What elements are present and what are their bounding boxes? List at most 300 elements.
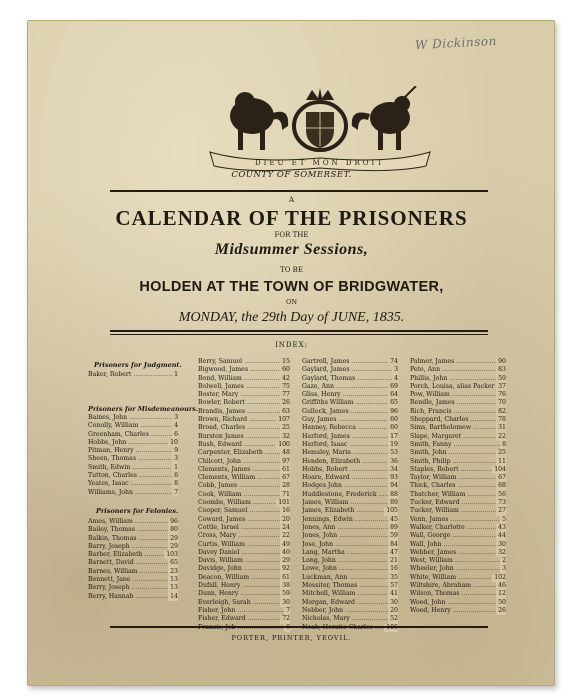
prisoner-entry — [88, 543, 178, 551]
prisoner-name: Slape, Margaret ..... — [410, 433, 496, 441]
prisoner-name: Barber, Elizabeth ..... — [88, 551, 164, 559]
index-column-3 — [410, 358, 506, 615]
prisoner-number: 105 — [386, 507, 398, 515]
prisoner-number: 60 — [390, 416, 398, 424]
prisoner-name: Tucker, Edward ..... — [410, 499, 496, 507]
prisoner-name: Chilcott, John ..... — [198, 458, 280, 466]
prisoner-entry — [302, 366, 398, 374]
prisoner-name: Hoare, Edward ..... — [302, 474, 388, 482]
prisoner-name: Cottle, Israel ..... — [198, 524, 280, 532]
prisoner-entry — [302, 383, 398, 391]
prisoner-name: Boster, Mary ..... — [198, 391, 280, 399]
prisoner-entry — [302, 582, 398, 590]
prisoner-number: 72 — [282, 615, 290, 623]
prisoner-number: 83 — [498, 366, 506, 374]
prisoner-entry — [410, 599, 506, 607]
prisoner-name: White, William ..... — [410, 574, 492, 582]
prisoner-number: 19 — [390, 440, 398, 448]
prisoner-entry — [198, 524, 290, 532]
prisoner-entry — [88, 584, 178, 592]
prisoner-number: 63 — [282, 407, 290, 415]
prisoner-entry — [88, 551, 178, 559]
prisoner-number: 34 — [390, 465, 398, 473]
prisoner-number: 32 — [282, 432, 290, 440]
prisoner-number: 82 — [498, 407, 506, 415]
prisoner-number: 10 — [170, 438, 178, 446]
prisoner-number: 73 — [498, 499, 506, 507]
prisoner-name: Curtis, William ..... — [198, 541, 280, 549]
prisoner-number: 67 — [498, 474, 506, 482]
prisoner-entry — [410, 499, 506, 507]
prisoner-entry — [410, 590, 506, 598]
prisoner-name: Broad, Charles ..... — [198, 424, 280, 432]
prisoner-name: Palmer, James ..... — [410, 358, 496, 366]
prisoner-name: Henden, Elizabeth ..... — [302, 458, 388, 466]
prisoner-entry — [198, 391, 290, 399]
prisoner-entry — [302, 474, 398, 482]
prisoner-number: 97 — [282, 457, 290, 465]
prisoner-number: 70 — [498, 399, 506, 407]
prisoner-number: 4 — [174, 422, 178, 430]
prisoner-number: 40 — [282, 548, 290, 556]
prisoner-entry — [198, 482, 290, 490]
prisoner-entry — [198, 466, 290, 474]
prisoner-number: 29 — [170, 542, 178, 550]
session-date: MONDAY, the 29th Day of JUNE, 1835. — [178, 310, 405, 325]
prisoner-name: Coombs, William ..... — [198, 499, 276, 507]
prisoner-number: 43 — [498, 523, 506, 531]
prisoner-name: Fisher, Edward ..... — [198, 615, 280, 623]
prisoner-number: 30 — [390, 598, 398, 606]
prisoner-entry — [302, 424, 398, 432]
prisoner-entry — [88, 576, 178, 584]
prisoner-number: 32 — [498, 548, 506, 556]
prisoner-name: Davidge, John ..... — [198, 565, 280, 573]
prisoner-entry — [198, 507, 290, 515]
prisoner-entry — [410, 441, 506, 449]
prisoner-name: Greenham, Charles ..... — [88, 431, 172, 439]
prisoner-number: 67 — [282, 474, 290, 482]
prisoner-entry — [302, 391, 398, 399]
prisoner-entry — [410, 391, 506, 399]
prisoner-name: Jones, John ..... — [302, 532, 388, 540]
prisoner-name: Hodges John ..... — [302, 482, 388, 490]
prisoner-name: Jose, John ..... — [302, 541, 388, 549]
prisoner-entry — [410, 449, 506, 457]
prisoner-name: Gaze, Ann ..... — [302, 383, 388, 391]
prisoner-number: 50 — [498, 598, 506, 606]
prisoner-number: 61 — [282, 573, 290, 581]
prisoner-entry — [198, 399, 290, 407]
prisoner-entry — [410, 366, 506, 374]
prisoner-number: 68 — [498, 482, 506, 490]
prisoner-number: 36 — [390, 457, 398, 465]
prisoner-entry — [198, 615, 290, 623]
prisoner-entry — [88, 422, 178, 430]
prisoner-entry — [198, 491, 290, 499]
prisoner-entry — [302, 375, 398, 383]
prisoner-number: 57 — [390, 582, 398, 590]
prisoner-number: 3 — [174, 455, 178, 463]
prisoner-number: 9 — [286, 623, 290, 631]
prisoner-entry — [198, 599, 290, 607]
prisoner-entry — [302, 607, 398, 615]
prisoner-number: 35 — [390, 573, 398, 581]
prisoner-name: Gaylard, Thomas ..... — [302, 375, 392, 383]
prisoner-name: Bush, Edward ..... — [198, 441, 276, 449]
prisoner-number: 7 — [286, 606, 290, 614]
prisoner-name: Berry, Hannah ..... — [88, 593, 168, 601]
prisoner-name: Gullock, James ..... — [302, 408, 388, 416]
prisoner-number: 61 — [282, 465, 290, 473]
prisoner-entry — [198, 565, 290, 573]
prisoner-number: 71 — [282, 490, 290, 498]
prisoner-number: 106 — [386, 623, 398, 631]
prisoner-number: 31 — [498, 424, 506, 432]
judgment-heading: Prisoners for Judgment. — [94, 361, 182, 369]
prisoner-number: 75 — [282, 382, 290, 390]
prisoner-name: Wall, George ..... — [410, 532, 496, 540]
prisoner-name: Wood, Henry ..... — [410, 607, 496, 615]
prisoner-name: Clements, James ..... — [198, 466, 280, 474]
prisoner-number: 6 — [174, 472, 178, 480]
prisoner-name: Barnes, William ..... — [88, 568, 168, 576]
prisoner-name: Ames, William ..... — [88, 518, 168, 526]
prisoner-entry — [410, 549, 506, 557]
prisoner-number: 65 — [390, 399, 398, 407]
prisoner-number: 90 — [498, 358, 506, 365]
prisoner-number: 4 — [394, 374, 398, 382]
prisoner-entry — [88, 568, 178, 576]
prisoner-number: 29 — [170, 534, 178, 542]
prisoner-entry — [302, 408, 398, 416]
prisoner-name: Hemsley, Maria ..... — [302, 449, 388, 457]
prisoner-number: 5 — [502, 515, 506, 523]
handwritten-annotation: W Dickinson — [414, 33, 498, 53]
felonies-heading: Prisoners for Felonies. — [96, 507, 179, 515]
prisoner-name: Mitchell, William ..... — [302, 590, 388, 598]
prisoner-name: Morgan, Edward ..... — [302, 599, 388, 607]
prisoner-name: Messiter, Thomas ..... — [302, 582, 388, 590]
prisoner-name: Phillis, John ..... — [410, 375, 496, 383]
prisoner-number: 11 — [498, 457, 506, 465]
prisoner-name: Davis, William ..... — [198, 557, 280, 565]
index-column-2 — [302, 358, 398, 632]
divider-rule-middle-thin — [110, 334, 488, 335]
prisoner-number: 6 — [174, 430, 178, 438]
prisoner-entry — [302, 574, 398, 582]
prisoner-name: Hobbs, John ..... — [88, 439, 168, 447]
prisoner-number: 59 — [390, 532, 398, 540]
prisoner-number: 15 — [282, 358, 290, 365]
prisoner-entry — [302, 499, 398, 507]
prisoner-entry — [302, 532, 398, 540]
prisoner-name: Deacon, William ..... — [198, 574, 280, 582]
prisoner-name: Gaylard, James ..... — [302, 366, 392, 374]
prisoner-number: 59 — [498, 374, 506, 382]
prisoner-number: 8 — [502, 440, 506, 448]
prisoner-name: Jennings, Edwin ..... — [302, 516, 388, 524]
prisoner-number: 1 — [174, 463, 178, 471]
prisoner-name: Smith, John ..... — [410, 449, 496, 457]
prisoner-entry — [198, 574, 290, 582]
index-column-1 — [198, 358, 290, 632]
prisoner-number: 17 — [390, 432, 398, 440]
prisoner-number: 84 — [390, 540, 398, 548]
prisoner-number: 25 — [282, 424, 290, 432]
prisoner-number: 53 — [390, 449, 398, 457]
prisoner-name: Brown, Richard ..... — [198, 416, 276, 424]
prisoner-name: James, William ..... — [302, 499, 388, 507]
prisoner-name: Burston James ..... — [198, 433, 280, 441]
prisoner-number: 7 — [174, 488, 178, 496]
prisoner-entry — [88, 371, 178, 379]
prisoner-entry — [410, 458, 506, 466]
prisoner-number: 69 — [390, 382, 398, 390]
prisoner-entry — [302, 516, 398, 524]
prisoner-name: Wheeler, John ..... — [410, 565, 500, 573]
prisoner-number: 29 — [282, 557, 290, 565]
prisoner-name: Barnett, David ..... — [88, 559, 168, 567]
prisoner-number: 42 — [282, 374, 290, 382]
prisoner-name: Wood, John ..... — [410, 599, 496, 607]
prisoner-name: Cross, Mary ..... — [198, 532, 280, 540]
prisoner-entry — [198, 449, 290, 457]
prisoner-name: Rendle, James ..... — [410, 399, 496, 407]
prisoner-entry — [410, 532, 506, 540]
prisoner-name: Baker, Robert ..... — [88, 371, 172, 379]
prisoner-name: Huddlestone, Frederick ..... — [302, 491, 388, 499]
prisoner-number: 22 — [498, 432, 506, 440]
prisoner-entry — [410, 424, 506, 432]
prisoner-name: Pitman, Henry ..... — [88, 447, 172, 455]
prisoner-number: 3 — [394, 366, 398, 374]
prisoner-number: 65 — [170, 559, 178, 567]
prisoner-entry — [410, 507, 506, 515]
lion-supporter — [230, 92, 288, 150]
prisoner-number: 88 — [390, 490, 398, 498]
prisoner-entry — [410, 516, 506, 524]
prisoner-entry — [302, 433, 398, 441]
prisoner-entry — [88, 455, 178, 463]
to-be-label: TO BE — [280, 266, 303, 274]
divider-rule-middle — [110, 330, 488, 332]
prisoner-name: Sheen, Thomas ..... — [88, 455, 172, 463]
prisoner-entry — [302, 599, 398, 607]
prisoner-number: 23 — [170, 567, 178, 575]
prisoner-entry — [88, 593, 178, 601]
prisoner-name: Bowler, Robert ..... — [198, 399, 280, 407]
prisoner-name: Francis, Job ..... — [198, 624, 284, 632]
for-the-label: FOR THE — [274, 231, 309, 239]
prisoner-entry — [198, 516, 290, 524]
prisoner-entry — [410, 383, 506, 391]
prisoner-number: 89 — [390, 499, 398, 507]
prisoner-name: Carpenter, Elizabeth ..... — [198, 449, 280, 457]
prisoner-number: 47 — [390, 548, 398, 556]
prisoner-entry — [198, 499, 290, 507]
prisoner-name: Brandis, James ..... — [198, 408, 280, 416]
prisoner-name: Davey Daniel ..... — [198, 549, 280, 557]
prisoner-entry — [302, 491, 398, 499]
prisoner-name: Griffiths William ..... — [302, 399, 388, 407]
prisoner-name: Sheppard, Charles ..... — [410, 416, 496, 424]
prisoner-name: Bolwell, James ..... — [198, 383, 280, 391]
prisoner-name: Harford, Isaac ..... — [302, 441, 388, 449]
prisoner-name: James, Elizabeth ..... — [302, 507, 384, 515]
prisoner-entry — [198, 424, 290, 432]
prisoner-number: 37 — [498, 382, 506, 390]
prisoner-name: Dunn, Henry ..... — [198, 590, 280, 598]
prisoner-entry — [88, 535, 178, 543]
prisoner-entry — [302, 507, 398, 515]
prisoner-entry — [198, 549, 290, 557]
prisoner-number: 12 — [498, 590, 506, 598]
prisoner-number: 76 — [498, 391, 506, 399]
prisoner-entry — [410, 482, 506, 490]
prisoner-number: 25 — [498, 449, 506, 457]
misdemeanours-heading: Prisoners for Misdemeanours. — [88, 405, 199, 413]
prisoner-name: Guy, James ..... — [302, 416, 388, 424]
prisoner-number: 13 — [170, 576, 178, 584]
prisoner-entry — [198, 375, 290, 383]
prisoner-number: 100 — [278, 440, 290, 448]
prisoner-entry — [302, 399, 398, 407]
prisoner-name: Barry, Joseph ..... — [88, 543, 168, 551]
document-title: CALENDAR OF THE PRISONERS — [115, 206, 468, 230]
sessions-title: Midsummer Sessions, — [214, 241, 369, 258]
prisoner-name: Hobbs, Robert ..... — [302, 466, 388, 474]
prisoner-number: 101 — [278, 499, 290, 507]
prisoner-name: Berry, Samuel ..... — [198, 358, 280, 366]
prisoner-name: Webber, James ..... — [410, 549, 496, 557]
prisoner-name: Taylor, William ..... — [410, 474, 496, 482]
divider-rule-top — [110, 190, 488, 192]
prisoner-number: 60 — [282, 366, 290, 374]
prisoner-number: 13 — [170, 584, 178, 592]
prisoner-number: 1 — [174, 371, 178, 378]
prisoner-name: Baines, John ..... — [88, 414, 172, 422]
prisoner-entry — [198, 541, 290, 549]
prisoner-name: Balkin, Thomas ..... — [88, 535, 168, 543]
prisoner-number: 3 — [174, 414, 178, 421]
prisoner-name: Tutton, Charles ..... — [88, 472, 172, 480]
felonies-list — [88, 518, 178, 601]
prisoner-number: 49 — [282, 540, 290, 548]
prisoner-entry — [302, 615, 398, 623]
prisoner-number: 64 — [390, 391, 398, 399]
prisoner-number: 26 — [282, 399, 290, 407]
prisoner-entry — [410, 574, 506, 582]
prisoner-number: 3 — [502, 565, 506, 573]
prisoner-entry — [302, 524, 398, 532]
prisoner-name: Rich, Francis ..... — [410, 408, 496, 416]
prisoner-entry — [410, 399, 506, 407]
prisoner-entry — [198, 366, 290, 374]
prisoner-entry — [88, 480, 178, 488]
prisoner-entry — [88, 472, 178, 480]
prisoner-number: 20 — [390, 606, 398, 614]
prisoner-entry — [410, 557, 506, 565]
prisoner-number: 96 — [390, 407, 398, 415]
prisoner-name: Nebber, John ..... — [302, 607, 388, 615]
prisoner-number: 74 — [390, 358, 398, 365]
prisoner-entry — [302, 449, 398, 457]
unicorn-supporter — [352, 86, 416, 150]
prisoner-number: 78 — [498, 416, 506, 424]
prisoner-name: Walker, Charlotte ..... — [410, 524, 496, 532]
prisoner-name: Nicholas, Mary ..... — [302, 615, 388, 623]
prisoner-entry — [410, 408, 506, 416]
prisoner-entry — [410, 358, 506, 366]
prisoner-number: 16 — [282, 507, 290, 515]
prisoner-name: Cooper, Samuel ..... — [198, 507, 280, 515]
prisoner-entry — [88, 414, 178, 422]
prisoner-entry — [198, 408, 290, 416]
prisoner-entry — [410, 375, 506, 383]
prisoner-name: Smith, Edwin ..... — [88, 464, 172, 472]
prisoner-number: 52 — [390, 615, 398, 623]
prisoner-entry — [88, 431, 178, 439]
prisoner-number: 89 — [390, 523, 398, 531]
prisoner-number: 8 — [174, 480, 178, 488]
prisoner-entry — [88, 518, 178, 526]
prisoner-number: 103 — [166, 551, 178, 559]
prisoner-name: Yeates, Isaac ..... — [88, 480, 172, 488]
misdemeanours-list — [88, 414, 178, 497]
prisoner-name: Bennett, Jane ..... — [88, 576, 168, 584]
prisoner-entry — [302, 557, 398, 565]
prisoner-name: Cook, William ..... — [198, 491, 280, 499]
prisoner-number: 30 — [282, 598, 290, 606]
prisoner-entry — [410, 416, 506, 424]
prisoner-name: Wilson, Thomas ..... — [410, 590, 496, 598]
prisoner-name: Bond, William ..... — [198, 375, 280, 383]
prisoner-name: Smith, Fanny ..... — [410, 441, 500, 449]
prisoner-entry — [302, 458, 398, 466]
prisoner-name: Dufall, Henry ..... — [198, 582, 280, 590]
prisoner-name: Jones, Ann ..... — [302, 524, 388, 532]
prisoner-name: West, William ..... — [410, 557, 500, 565]
motto: DIEU ET MON DROIT — [255, 159, 385, 167]
prisoner-name: Berry, Joseph ..... — [88, 584, 168, 592]
prisoner-entry — [88, 526, 178, 534]
prisoner-name: Coward, James ..... — [198, 516, 280, 524]
prisoner-entry — [88, 489, 178, 497]
prisoner-name: Hanney, Rebecca ..... — [302, 424, 388, 432]
prisoner-number: 24 — [282, 523, 290, 531]
prisoner-number: 44 — [498, 532, 506, 540]
prisoner-name: Pete, Ann ..... — [410, 366, 496, 374]
prisoner-entry — [88, 439, 178, 447]
prisoner-number: 27 — [498, 507, 506, 515]
prisoner-name: Wall, John ..... — [410, 541, 496, 549]
county-label: COUNTY OF SOMERSET. — [231, 170, 352, 180]
prisoner-name: Lang, Martha ..... — [302, 549, 388, 557]
prisoner-number: 38 — [282, 582, 290, 590]
prisoner-name: Sims, Bartholomew ..... — [410, 424, 496, 432]
prisoner-entry — [198, 607, 290, 615]
prisoner-number: 9 — [174, 447, 178, 455]
index-heading: INDEX: — [275, 341, 308, 349]
prisoner-entry — [198, 433, 290, 441]
prisoner-entry — [198, 441, 290, 449]
prisoner-entry — [302, 565, 398, 573]
prisoner-number: 48 — [282, 449, 290, 457]
prisoner-entry — [302, 358, 398, 366]
prisoner-entry — [410, 474, 506, 482]
prisoner-entry — [302, 441, 398, 449]
